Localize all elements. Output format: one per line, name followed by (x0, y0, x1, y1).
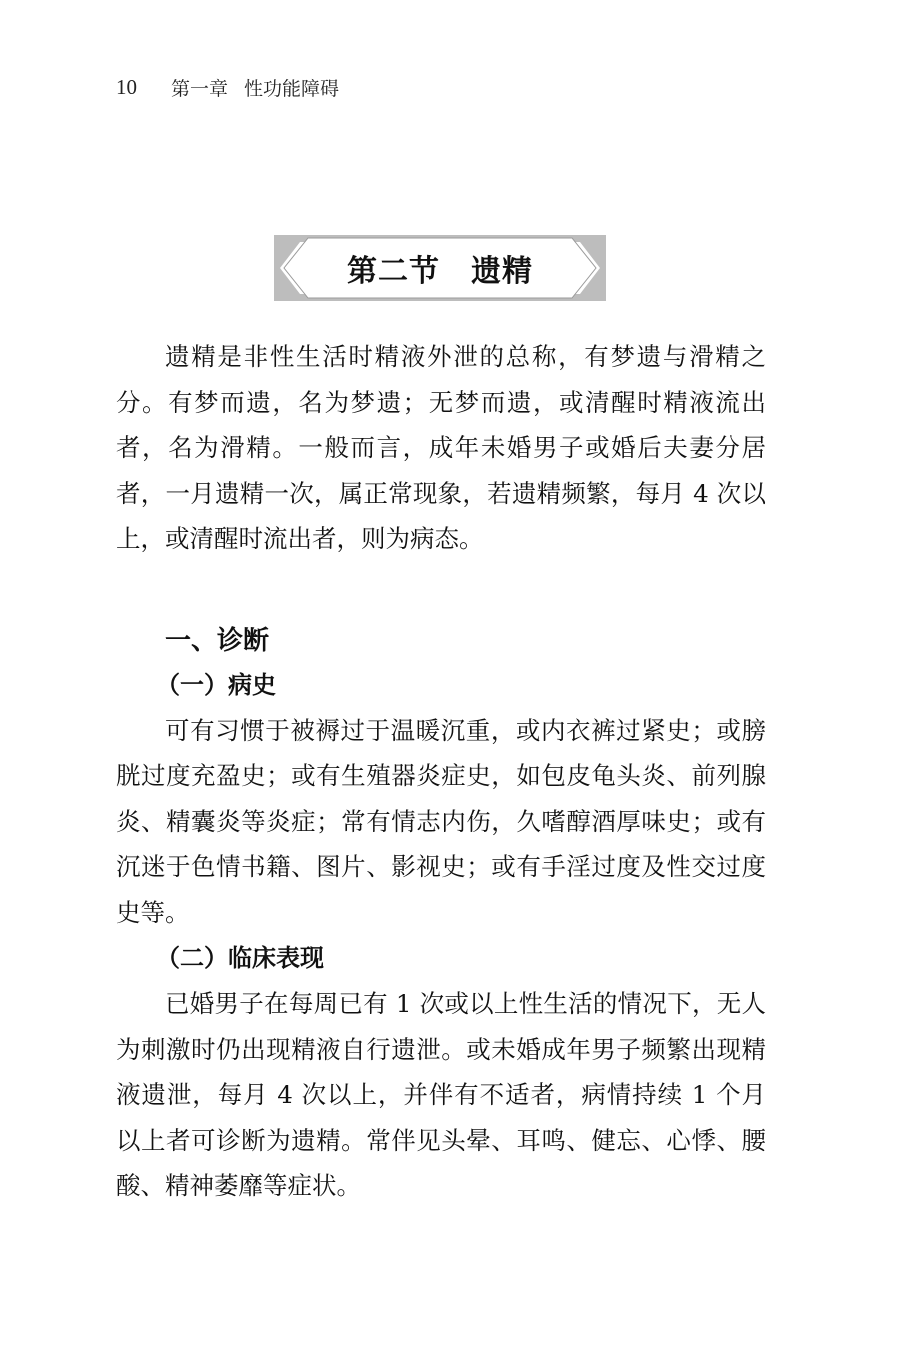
subheading-clinical: （二）临床表现 (156, 944, 324, 972)
page-number: 10 (116, 74, 137, 99)
intro-paragraph: 遗精是非性生活时精液外泄的总称，有梦遗与滑精之分。有梦而遗，名为梦遗；无梦而遗，或清醒时精液流出者，名为滑精。一般而言，成年未婚男子或婚后夫妻分居者，一月遗精一次，属正常现象，若遗精频繁，每月 4 次以上，或清醒时流出者，则为病态。 (116, 342, 766, 553)
page-body (116, 334, 766, 1209)
section-title: 第二节 遗精 (347, 254, 533, 289)
heading-diagnosis: 一、诊断 (165, 625, 270, 656)
chapter-title: 性功能障碍 (244, 77, 340, 100)
subheading-history: （一）病史 (156, 670, 276, 699)
history-paragraph: 可有习惯于被褥过于温暖沉重，或内衣裤过紧史；或膀胱过度充盈史；或有生殖器炎症史，如包皮龟头炎、前列腺炎、精囊炎等炎症；常有情志内伤，久嗜醇酒厚味史；或有沉迷于色情书籍、图片、影视史；或有手淫过度及性交过度史等。 (116, 715, 766, 927)
clinical-paragraph: 已婚男子在每周已有 1 次或以上性生活的情况下，无人为刺激时仍出现精液自行遗泄。或未婚成年男子频繁出现精液遗泄，每月 4 次以上，并伴有不适者，病情持续 1 个月以上者可诊断为遗精。常伴见头晕、耳鸣、健忘、心悸、腰酸、精神萎靡等症状。 (116, 989, 766, 1200)
running-head (116, 72, 339, 102)
section-banner (274, 235, 606, 301)
chapter-label: 第一章 (171, 77, 229, 100)
